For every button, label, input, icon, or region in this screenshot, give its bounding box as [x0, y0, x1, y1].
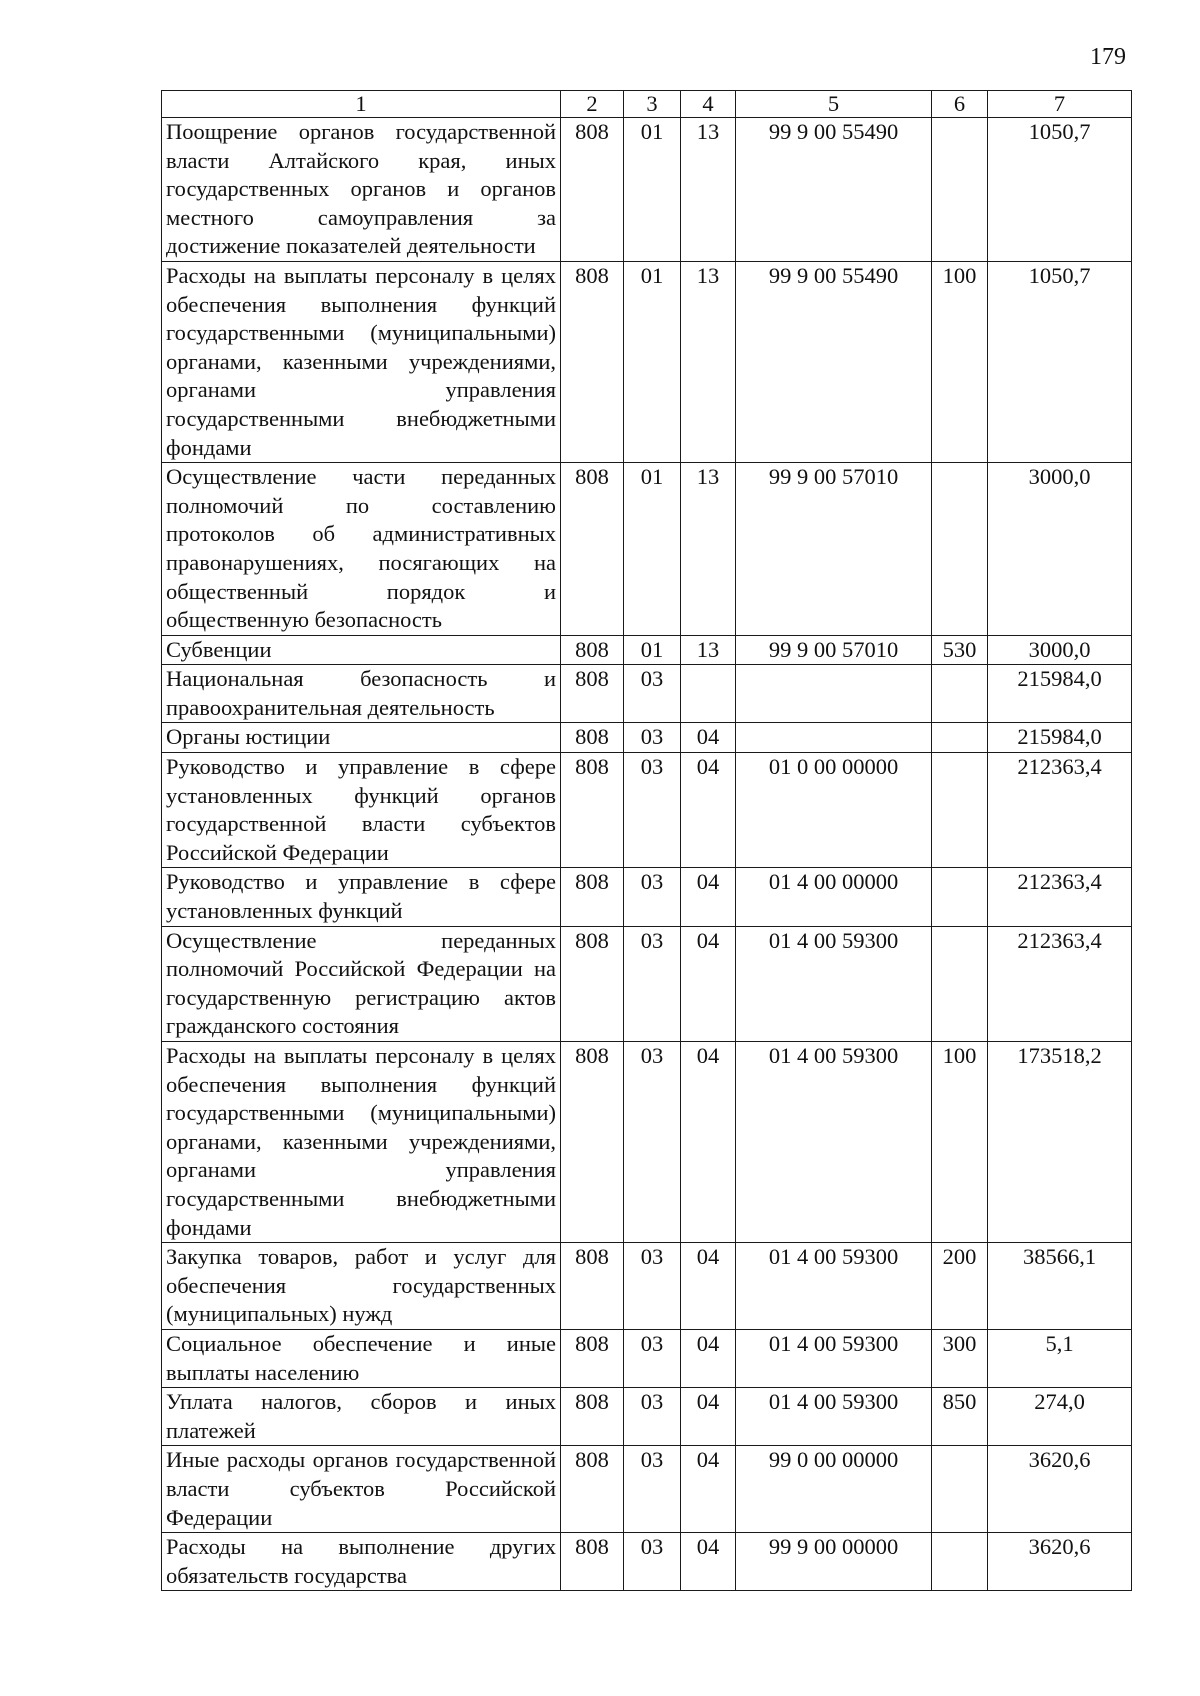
subsection-code: 04: [681, 753, 736, 868]
subsection-code: 04: [681, 1243, 736, 1330]
table-row: [162, 1243, 1132, 1330]
subsection-code: 13: [681, 261, 736, 462]
section-code: 03: [624, 1243, 681, 1330]
amount: 1050,7: [988, 261, 1132, 462]
section-code: 01: [624, 463, 681, 636]
amount: 5,1: [988, 1329, 1132, 1387]
subsection-code: 13: [681, 118, 736, 262]
expense-type-code: [932, 1446, 988, 1533]
amount: 274,0: [988, 1388, 1132, 1446]
subsection-code: 13: [681, 635, 736, 665]
target-code: [736, 723, 932, 753]
amount: 3620,6: [988, 1533, 1132, 1591]
expense-name: Иные расходы органов государственной власти субъектов Российской Федерации: [162, 1446, 561, 1533]
expense-name: Расходы на выполнение других обязательств государства: [162, 1533, 561, 1591]
department-code: 808: [561, 261, 624, 462]
target-code: 99 9 00 55490: [736, 118, 932, 262]
subsection-code: 04: [681, 1042, 736, 1243]
expense-type-code: 100: [932, 261, 988, 462]
department-code: 808: [561, 463, 624, 636]
section-code: 03: [624, 868, 681, 926]
department-code: 808: [561, 868, 624, 926]
amount: 212363,4: [988, 868, 1132, 926]
amount: 3000,0: [988, 635, 1132, 665]
table-row: [162, 635, 1132, 665]
expense-name: Расходы на выплаты персоналу в целях обеспечения выполнения функций государственными (муниципальными) органами, казенными учреждениями, органами управления государственными внебюджетными фондами: [162, 261, 561, 462]
table-row: [162, 868, 1132, 926]
department-code: 808: [561, 926, 624, 1041]
column-number: 6: [932, 91, 988, 118]
amount: 215984,0: [988, 665, 1132, 723]
expense-type-code: [932, 463, 988, 636]
expense-name: Осуществление переданных полномочий Российской Федерации на государственную регистрацию актов гражданского состояния: [162, 926, 561, 1041]
expense-name: Руководство и управление в сфере установленных функций: [162, 868, 561, 926]
target-code: 99 9 00 57010: [736, 463, 932, 636]
budget-table: [161, 90, 1132, 1591]
expense-name: Закупка товаров, работ и услуг для обеспечения государственных (муниципальных) нужд: [162, 1243, 561, 1330]
column-number: 2: [561, 91, 624, 118]
expense-name: Уплата налогов, сборов и иных платежей: [162, 1388, 561, 1446]
subsection-code: 04: [681, 723, 736, 753]
department-code: 808: [561, 1533, 624, 1591]
table-row: [162, 1446, 1132, 1533]
table-row: [162, 665, 1132, 723]
subsection-code: 04: [681, 1388, 736, 1446]
expense-type-code: [932, 753, 988, 868]
table-row: [162, 1042, 1132, 1243]
column-number-row: [162, 91, 1132, 118]
target-code: 01 4 00 00000: [736, 868, 932, 926]
column-number: 7: [988, 91, 1132, 118]
expense-type-code: 200: [932, 1243, 988, 1330]
department-code: 808: [561, 1446, 624, 1533]
amount: 3620,6: [988, 1446, 1132, 1533]
expense-name: Руководство и управление в сфере установленных функций органов государственной власти субъектов Российской Федерации: [162, 753, 561, 868]
amount: 215984,0: [988, 723, 1132, 753]
expense-name: Расходы на выплаты персоналу в целях обеспечения выполнения функций государственными (муниципальными) органами, казенными учреждениями, органами управления государственными внебюджетными фондами: [162, 1042, 561, 1243]
expense-type-code: 850: [932, 1388, 988, 1446]
expense-name: Поощрение органов государственной власти Алтайского края, иных государственных органов и органов местного самоуправления за достижение показателей деятельности: [162, 118, 561, 262]
department-code: 808: [561, 723, 624, 753]
department-code: 808: [561, 635, 624, 665]
department-code: 808: [561, 1042, 624, 1243]
amount: 1050,7: [988, 118, 1132, 262]
expense-name: Органы юстиции: [162, 723, 561, 753]
page-number: 179: [1090, 44, 1126, 70]
expense-type-code: 530: [932, 635, 988, 665]
table-row: [162, 1533, 1132, 1591]
expense-type-code: [932, 723, 988, 753]
department-code: 808: [561, 665, 624, 723]
column-number: 1: [162, 91, 561, 118]
expense-name: Субвенции: [162, 635, 561, 665]
target-code: 01 4 00 59300: [736, 1388, 932, 1446]
section-code: 01: [624, 118, 681, 262]
target-code: [736, 665, 932, 723]
subsection-code: 04: [681, 1446, 736, 1533]
subsection-code: 04: [681, 1329, 736, 1387]
column-number: 3: [624, 91, 681, 118]
section-code: 03: [624, 1533, 681, 1591]
target-code: 99 9 00 00000: [736, 1533, 932, 1591]
subsection-code: [681, 665, 736, 723]
department-code: 808: [561, 118, 624, 262]
subsection-code: 04: [681, 868, 736, 926]
section-code: 03: [624, 1446, 681, 1533]
target-code: 99 0 00 00000: [736, 1446, 932, 1533]
table-row: [162, 463, 1132, 636]
expense-type-code: 100: [932, 1042, 988, 1243]
table-row: [162, 261, 1132, 462]
subsection-code: 13: [681, 463, 736, 636]
expense-name: Социальное обеспечение и иные выплаты населению: [162, 1329, 561, 1387]
target-code: 01 0 00 00000: [736, 753, 932, 868]
amount: 212363,4: [988, 926, 1132, 1041]
department-code: 808: [561, 753, 624, 868]
expense-name: Национальная безопасность и правоохранительная деятельность: [162, 665, 561, 723]
column-number: 5: [736, 91, 932, 118]
table-row: [162, 926, 1132, 1041]
amount: 38566,1: [988, 1243, 1132, 1330]
subsection-code: 04: [681, 926, 736, 1041]
target-code: 01 4 00 59300: [736, 1329, 932, 1387]
column-number: 4: [681, 91, 736, 118]
target-code: 01 4 00 59300: [736, 926, 932, 1041]
expense-type-code: 300: [932, 1329, 988, 1387]
section-code: 01: [624, 261, 681, 462]
table-row: [162, 1329, 1132, 1387]
expense-type-code: [932, 1533, 988, 1591]
section-code: 03: [624, 1042, 681, 1243]
expense-type-code: [932, 926, 988, 1041]
department-code: 808: [561, 1388, 624, 1446]
subsection-code: 04: [681, 1533, 736, 1591]
target-code: 99 9 00 55490: [736, 261, 932, 462]
section-code: 03: [624, 753, 681, 868]
department-code: 808: [561, 1243, 624, 1330]
expense-type-code: [932, 665, 988, 723]
department-code: 808: [561, 1329, 624, 1387]
section-code: 03: [624, 665, 681, 723]
section-code: 01: [624, 635, 681, 665]
expense-type-code: [932, 868, 988, 926]
section-code: 03: [624, 926, 681, 1041]
amount: 3000,0: [988, 463, 1132, 636]
target-code: 01 4 00 59300: [736, 1042, 932, 1243]
amount: 212363,4: [988, 753, 1132, 868]
table-row: [162, 723, 1132, 753]
section-code: 03: [624, 723, 681, 753]
table-row: [162, 753, 1132, 868]
expense-name: Осуществление части переданных полномочий по составлению протоколов об административных правонарушениях, посягающих на общественный порядок и общественную безопасность: [162, 463, 561, 636]
section-code: 03: [624, 1388, 681, 1446]
table-row: [162, 118, 1132, 262]
amount: 173518,2: [988, 1042, 1132, 1243]
target-code: 99 9 00 57010: [736, 635, 932, 665]
target-code: 01 4 00 59300: [736, 1243, 932, 1330]
table-row: [162, 1388, 1132, 1446]
section-code: 03: [624, 1329, 681, 1387]
expense-type-code: [932, 118, 988, 262]
